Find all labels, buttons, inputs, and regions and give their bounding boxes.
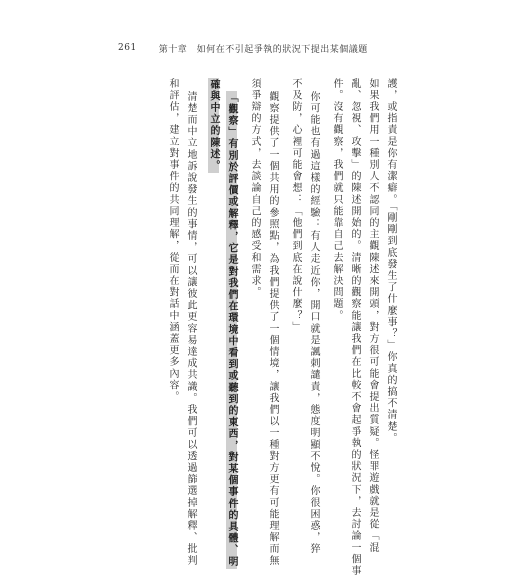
text-column-8: 須爭辯的方式，去談論自己的感受和需求。	[249, 78, 260, 299]
highlight-mark: 確與中立的陳述。	[208, 79, 219, 172]
text-column-3: 亂、忽視、攻擊」的陳述開始的。清晰的觀察能讓我們在比較不會起爭執的狀況下，去討論一個事	[349, 78, 360, 577]
chapter-title: 第十章 如何在不引起爭執的狀況下提出某個議題	[158, 44, 368, 55]
text-column-11: 清楚而中立地訴說發生的事情，可以讓彼此更容易達成共識。我們可以透過篩選掉解釋、批判	[185, 91, 196, 567]
text-column-5: 你可能也有過這樣的經驗：有人走近你，開口就是諷刺譴責，態度明顯不悅。你很困惑，猝	[308, 91, 319, 555]
running-header	[118, 40, 368, 56]
text-column-7: 觀察提供了一個共用的參照點，為我們提供了一個情境，讓我們以一種對方更有可能理解而無	[267, 91, 278, 567]
text-column-6: 不及防，心裡可能會想：「他們到底在說什麼？」	[290, 78, 301, 334]
highlighted-definition-line-2	[207, 78, 220, 173]
highlight-mark: 「觀察」有別於評價或解釋，它是對我們在環境中看到或聽到的東西，對某個事件的具體、明	[226, 92, 237, 568]
text-column-12: 和評估，建立對事件的共同理解，從而在對話中涵蓋更多內容。	[167, 78, 178, 403]
highlighted-definition-line-1	[225, 91, 238, 569]
text-column-2: 如果我們用一種別人不認同的主觀陳述來開頭，對方很可能會提出質疑。怪罪遊戲就是從「混	[367, 78, 378, 554]
page-number: 261	[118, 43, 137, 53]
text-column-1: 護，或指責是你有潔癖。「剛剛到底發生了什麼事？」你真的搞不清楚。	[385, 78, 396, 445]
text-column-4: 件。沒有觀察，我們就只能靠自己去解決問題。	[331, 78, 342, 322]
